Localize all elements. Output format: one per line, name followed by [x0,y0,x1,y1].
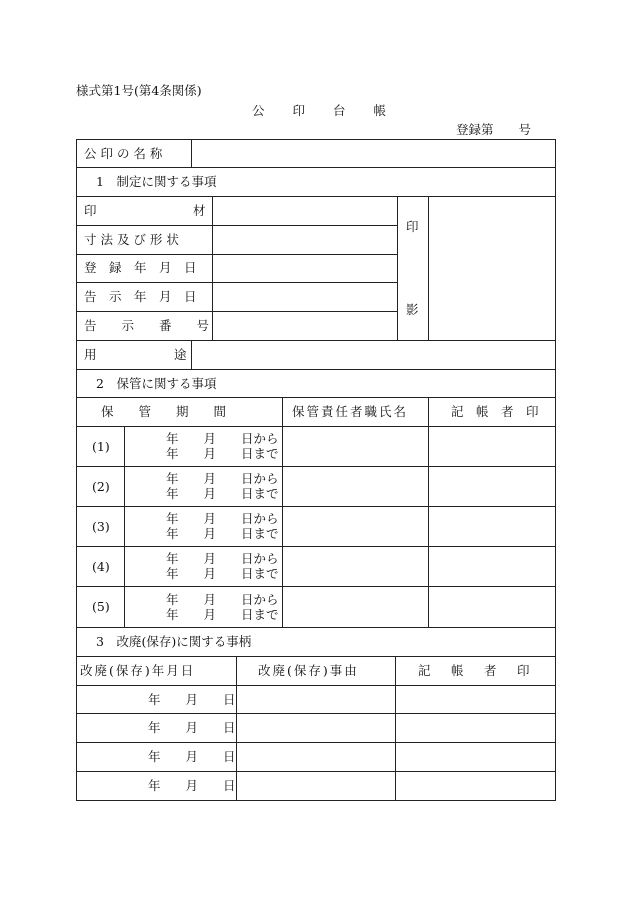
change-date: 年 月 日 [148,720,236,735]
change-date: 年 月 日 [148,778,236,793]
storage-date-to: 年 月 日まで [166,446,279,461]
change-date: 年 月 日 [148,692,236,707]
section3-heading: 3 改廃(保存)に関する事柄 [96,634,252,649]
notice-date-field[interactable] [214,284,396,310]
change-recorder-field[interactable] [397,773,554,799]
notice-number-field[interactable] [214,313,396,339]
storage-recorder-field[interactable] [430,508,554,545]
col-change-date: 改廃(保存)年月日 [80,663,196,678]
storage-date-from: 年 月 日から [166,511,279,526]
registration-date-field[interactable] [214,256,396,281]
col-recorder-seal: 記 帳 者 印 [451,404,539,419]
registration-date-label: 登 録 年 月 日 [84,260,197,275]
use-label-left: 用 [84,347,97,362]
seal-name-field[interactable] [193,141,553,166]
storage-date-from: 年 月 日から [166,471,279,486]
storage-row-number: (1) [92,439,110,454]
storage-date-to: 年 月 日まで [166,566,279,581]
material-label-right: 材 [193,203,206,218]
seal-name-label: 公 印 の 名 称 [84,146,163,161]
storage-person-field[interactable] [284,508,427,545]
change-reason-field[interactable] [238,715,394,741]
change-reason-field[interactable] [238,773,394,799]
col-responsible-person: 保管責任者職氏名 [292,404,409,419]
storage-recorder-field[interactable] [430,588,554,626]
storage-date-to: 年 月 日まで [166,526,279,541]
notice-number-label: 告 示 番 号 [84,318,210,333]
storage-person-field[interactable] [284,548,427,585]
storage-date-from: 年 月 日から [166,431,279,446]
change-recorder-field[interactable] [397,715,554,741]
change-date: 年 月 日 [148,749,236,764]
impression-label-top: 印 [406,219,419,234]
storage-person-field[interactable] [284,468,427,505]
storage-date-from: 年 月 日から [166,551,279,566]
use-field[interactable] [193,342,553,368]
use-label-right: 途 [174,347,187,362]
storage-row-number: (5) [92,599,110,614]
col-storage-period: 保 管 期 間 [101,404,227,419]
storage-recorder-field[interactable] [430,548,554,585]
col-change-reason: 改廃(保存)事由 [258,663,359,678]
seal-impression-area[interactable] [430,198,554,339]
storage-recorder-field[interactable] [430,468,554,505]
storage-row-number: (2) [92,479,110,494]
registration-number: 登録第 号 [456,122,532,137]
change-reason-field[interactable] [238,744,394,770]
storage-person-field[interactable] [284,588,427,626]
storage-date-to: 年 月 日まで [166,486,279,501]
notice-date-label: 告 示 年 月 日 [84,289,197,304]
impression-label-bottom: 影 [406,302,419,317]
material-field[interactable] [214,198,396,224]
storage-row-number: (3) [92,519,110,534]
change-recorder-field[interactable] [397,687,554,712]
section1-heading: 1 制定に関する事項 [96,174,217,189]
storage-date-from: 年 月 日から [166,592,279,607]
storage-person-field[interactable] [284,428,427,465]
page-title: 公 印 台 帳 [252,103,388,118]
size-shape-field[interactable] [214,227,396,253]
form-label: 様式第1号(第4条関係) [76,83,202,98]
material-label-left: 印 [84,203,97,218]
storage-row-number: (4) [92,559,110,574]
storage-date-to: 年 月 日まで [166,607,279,622]
size-shape-label: 寸 法 及 び 形 状 [84,232,179,247]
change-reason-field[interactable] [238,687,394,712]
col-change-recorder: 記 帳 者 印 [418,663,534,678]
storage-recorder-field[interactable] [430,428,554,465]
change-recorder-field[interactable] [397,744,554,770]
section2-heading: 2 保管に関する事項 [96,376,217,391]
